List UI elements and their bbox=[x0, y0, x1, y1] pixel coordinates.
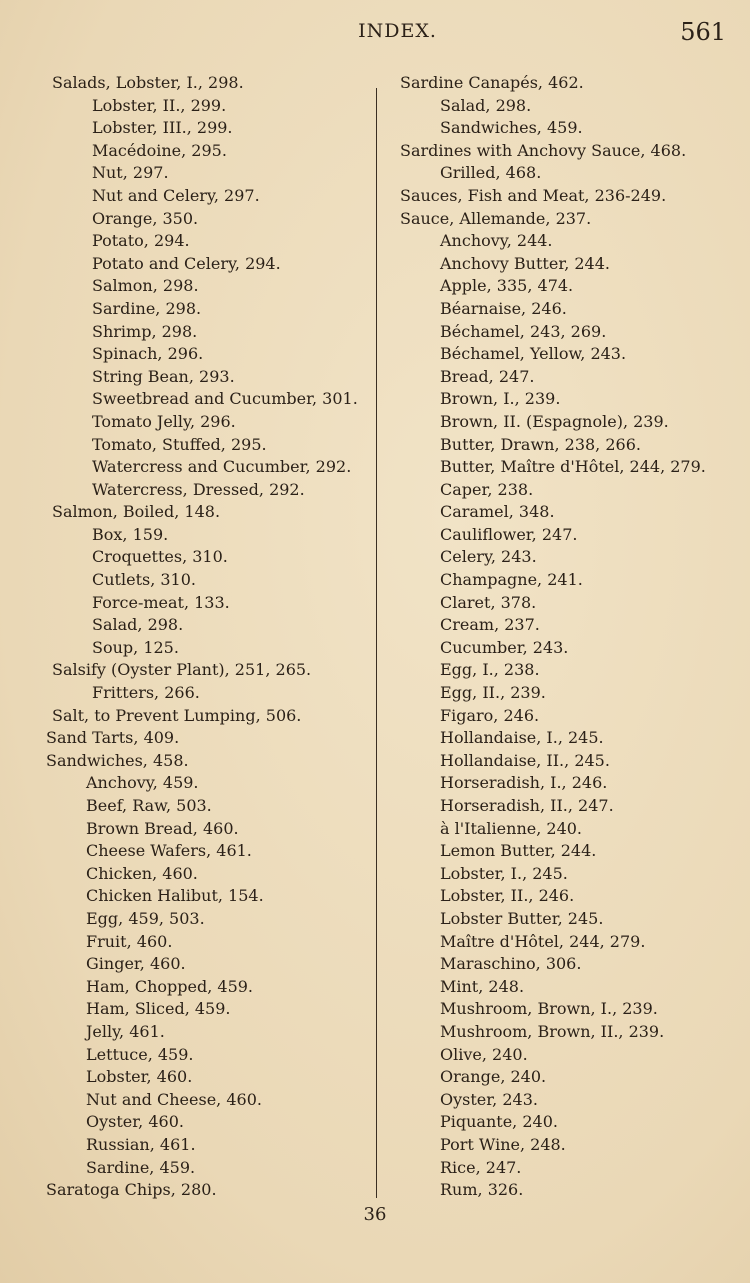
index-subentry: Nut and Celery, 297. bbox=[92, 185, 260, 205]
index-entry: Saratoga Chips, 280. bbox=[46, 1180, 217, 1200]
index-subentry: Cutlets, 310. bbox=[92, 570, 196, 590]
index-subentry: Claret, 378. bbox=[440, 592, 537, 612]
index-entry: Sardine Canapés, 462. bbox=[400, 73, 584, 92]
index-subentry: Egg, 459, 503. bbox=[86, 908, 205, 928]
index-subentry: Rice, 247. bbox=[440, 1157, 522, 1177]
index-subentry: Potato, 294. bbox=[92, 231, 190, 251]
index-subentry: Béchamel, 243, 269. bbox=[440, 321, 607, 341]
index-entry: Salmon, Boiled, 148. bbox=[52, 502, 221, 522]
index-subentry: Grilled, 468. bbox=[440, 163, 542, 183]
index-subentry: Béarnaise, 246. bbox=[440, 298, 567, 318]
index-subentry: Watercress, Dressed, 292. bbox=[92, 479, 305, 499]
index-entry: Salads, Lobster, I., 298. bbox=[52, 73, 244, 92]
index-subentry: Lobster, II., 299. bbox=[92, 95, 227, 115]
index-subentry: Celery, 243. bbox=[440, 547, 537, 567]
index-subentry: Salad, 298. bbox=[92, 615, 184, 635]
index-subentry: Force-meat, 133. bbox=[92, 592, 230, 612]
index-subentry: Brown Bread, 460. bbox=[86, 818, 239, 838]
index-subentry: Mushroom, Brown, II., 239. bbox=[440, 1021, 665, 1041]
index-subentry: Orange, 240. bbox=[440, 1067, 547, 1087]
index-subentry: Brown, I., 239. bbox=[440, 389, 561, 409]
index-subentry: Mushroom, Brown, I., 239. bbox=[440, 999, 658, 1019]
signature-mark: 36 bbox=[363, 1204, 387, 1225]
index-subentry: Figaro, 246. bbox=[440, 705, 540, 725]
index-subentry: à l'Italienne, 240. bbox=[440, 818, 583, 838]
index-subentry: Hollandaise, I., 245. bbox=[440, 728, 604, 748]
index-subentry: Oyster, 243. bbox=[440, 1089, 538, 1109]
index-subentry: Cream, 237. bbox=[440, 615, 540, 635]
index-subentry: Horseradish, I., 246. bbox=[440, 773, 608, 793]
index-subentry: Macédoine, 295. bbox=[92, 140, 227, 160]
index-column-right bbox=[400, 72, 740, 1202]
index-subentry: Bread, 247. bbox=[440, 366, 535, 386]
index-subentry: Maître d'Hôtel, 244, 279. bbox=[440, 931, 646, 951]
index-subentry: Anchovy Butter, 244. bbox=[440, 253, 610, 273]
index-subentry: Port Wine, 248. bbox=[440, 1134, 566, 1154]
column-divider bbox=[376, 88, 377, 1198]
index-subentry: Nut and Cheese, 460. bbox=[86, 1089, 262, 1109]
index-entry: Sardines with Anchovy Sauce, 468. bbox=[400, 140, 687, 160]
index-subentry: Butter, Drawn, 238, 266. bbox=[440, 434, 641, 454]
index-subentry: Butter, Maître d'Hôtel, 244, 279. bbox=[440, 457, 706, 477]
index-subentry: Fritters, 266. bbox=[92, 683, 200, 703]
index-subentry: Beef, Raw, 503. bbox=[86, 796, 212, 815]
index-entry: Salsify (Oyster Plant), 251, 265. bbox=[52, 660, 312, 680]
index-subentry: Orange, 350. bbox=[92, 208, 199, 228]
index-subentry: Ham, Sliced, 459. bbox=[86, 999, 231, 1019]
index-subentry: Rum, 326. bbox=[440, 1180, 524, 1200]
index-subentry: Salmon, 298. bbox=[92, 276, 199, 296]
index-subentry: Cauliflower, 247. bbox=[440, 524, 578, 544]
index-subentry: Cucumber, 243. bbox=[440, 637, 569, 657]
index-subentry: Salad, 298. bbox=[440, 95, 532, 115]
index-subentry: Lobster, 460. bbox=[86, 1067, 193, 1087]
index-subentry: Egg, I., 238. bbox=[440, 660, 540, 680]
index-subentry: Lobster, III., 299. bbox=[92, 118, 233, 138]
index-entry: Sand Tarts, 409. bbox=[46, 728, 180, 748]
index-entry: Sauces, Fish and Meat, 236-249. bbox=[400, 185, 667, 205]
index-subentry: Lettuce, 459. bbox=[86, 1044, 194, 1064]
index-subentry: Horseradish, II., 247. bbox=[440, 796, 614, 815]
index-subentry: Tomato, Stuffed, 295. bbox=[92, 434, 267, 454]
index-subentry: Egg, II., 239. bbox=[440, 683, 546, 703]
index-subentry: Lobster, I., 245. bbox=[440, 863, 568, 883]
index-subentry: Sardine, 459. bbox=[86, 1157, 196, 1177]
index-subentry: Sardine, 298. bbox=[92, 298, 202, 318]
index-subentry: Shrimp, 298. bbox=[92, 321, 198, 341]
index-subentry: Chicken, 460. bbox=[86, 863, 198, 883]
index-subentry: Box, 159. bbox=[92, 524, 169, 544]
index-entry: Sauce, Allemande, 237. bbox=[400, 208, 592, 228]
index-subentry: Anchovy, 459. bbox=[86, 773, 199, 793]
index-subentry: Lemon Butter, 244. bbox=[440, 841, 597, 861]
index-subentry: Sandwiches, 459. bbox=[440, 118, 583, 138]
index-subentry: String Bean, 293. bbox=[92, 366, 235, 386]
index-subentry: Piquante, 240. bbox=[440, 1112, 558, 1132]
index-subentry: Ham, Chopped, 459. bbox=[86, 976, 254, 996]
index-subentry: Ginger, 460. bbox=[86, 954, 186, 974]
index-subentry: Cheese Wafers, 461. bbox=[86, 841, 252, 861]
index-entry: Sandwiches, 458. bbox=[46, 750, 189, 770]
index-subentry: Croquettes, 310. bbox=[92, 547, 228, 567]
index-column-left bbox=[40, 72, 374, 1202]
index-subentry: Maraschino, 306. bbox=[440, 954, 582, 974]
index-subentry: Chicken Halibut, 154. bbox=[86, 886, 264, 906]
index-subentry: Lobster, II., 246. bbox=[440, 886, 575, 906]
index-subentry: Nut, 297. bbox=[92, 163, 169, 183]
index-subentry: Caper, 238. bbox=[440, 479, 534, 499]
index-subentry: Fruit, 460. bbox=[86, 931, 173, 951]
index-subentry: Jelly, 461. bbox=[86, 1021, 165, 1041]
index-subentry: Béchamel, Yellow, 243. bbox=[440, 344, 627, 364]
index-subentry: Brown, II. (Espagnole), 239. bbox=[440, 411, 669, 431]
index-subentry: Caramel, 348. bbox=[440, 502, 555, 522]
index-subentry: Potato and Celery, 294. bbox=[92, 253, 281, 273]
index-subentry: Tomato Jelly, 296. bbox=[92, 411, 236, 431]
index-subentry: Sweetbread and Cucumber, 301. bbox=[92, 389, 358, 409]
index-subentry: Russian, 461. bbox=[86, 1134, 196, 1154]
index-subentry: Anchovy, 244. bbox=[440, 231, 553, 251]
index-subentry: Oyster, 460. bbox=[86, 1112, 184, 1132]
index-subentry: Apple, 335, 474. bbox=[440, 276, 574, 296]
index-subentry: Soup, 125. bbox=[92, 637, 179, 657]
index-subentry: Mint, 248. bbox=[440, 976, 525, 996]
index-subentry: Champagne, 241. bbox=[440, 570, 583, 590]
index-subentry: Hollandaise, II., 245. bbox=[440, 750, 610, 770]
index-subentry: Olive, 240. bbox=[440, 1044, 528, 1064]
index-subentry: Watercress and Cucumber, 292. bbox=[92, 457, 352, 477]
index-subentry: Spinach, 296. bbox=[92, 344, 204, 364]
index-subentry: Lobster Butter, 245. bbox=[440, 908, 604, 928]
page-title: INDEX. bbox=[358, 20, 437, 42]
page-number: 561 bbox=[680, 18, 726, 46]
index-entry: Salt, to Prevent Lumping, 506. bbox=[52, 705, 302, 725]
